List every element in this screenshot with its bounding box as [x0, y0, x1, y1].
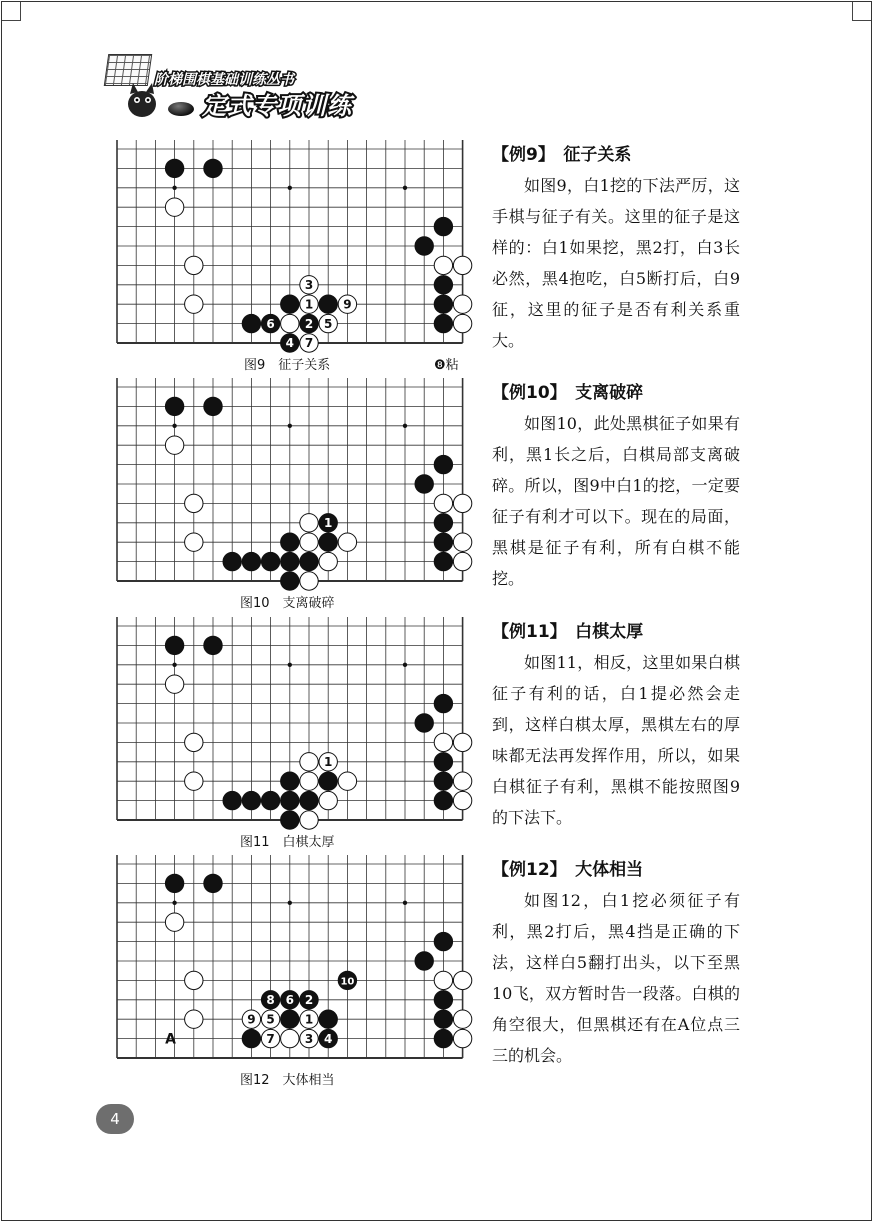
black-stone: [281, 572, 299, 590]
black-stone: [434, 217, 452, 235]
svg-text:1: 1: [324, 516, 333, 530]
black-stone: [319, 1029, 337, 1047]
white-stone: [165, 198, 183, 216]
white-stone: [242, 1010, 260, 1028]
black-stone: [242, 552, 260, 570]
diagram-caption: 图12 大体相当: [240, 1073, 335, 1088]
svg-text:5: 5: [266, 1012, 275, 1027]
black-stone: [415, 714, 433, 732]
black-stone: [300, 552, 318, 570]
black-stone: [434, 694, 452, 712]
black-stone: [319, 514, 337, 532]
svg-text:4: 4: [324, 1031, 333, 1046]
white-stone: [300, 334, 318, 352]
white-stone: [300, 1029, 318, 1047]
page-number: 4: [96, 1104, 134, 1134]
black-stone: [434, 753, 452, 771]
white-stone: [300, 295, 318, 313]
example-body: 如图9，白1挖的下法严厉，这手棋与征子有关。这里的征子是这样的：白1如果挖，黑2打，白3长必然，黑4抱吃，白5断打后，白9征，这里的征子是否有利关系重大。: [492, 176, 740, 350]
black-stone: [281, 533, 299, 551]
white-stone: [185, 772, 203, 790]
black-stone: [223, 791, 241, 809]
black-stone: [434, 295, 452, 313]
white-stone: [338, 295, 356, 313]
star-point: [288, 901, 292, 905]
white-stone: [453, 314, 471, 332]
white-stone: [338, 533, 356, 551]
point-label: A: [165, 1031, 177, 1048]
white-stone: [185, 733, 203, 751]
black-stone: [434, 1029, 452, 1047]
go-board: [0, 617, 480, 827]
example-heading: 【例11】 白棋太厚: [492, 622, 644, 642]
crop-mark: [852, 2, 871, 21]
black-stone: [281, 791, 299, 809]
white-stone: [338, 772, 356, 790]
black-stone: [281, 552, 299, 570]
example-body: 如图10，此处黑棋征子如果有利，黑1长之后，白棋局部支离破碎。所以，图9中白1的挖，一定要征子有利才可以下。现在的局面，黑棋是征子有利，所有白棋不能挖。: [492, 414, 740, 588]
star-point: [172, 186, 176, 190]
white-stone: [434, 494, 452, 512]
diagram-caption: 图11 白棋太厚: [240, 835, 335, 850]
star-point: [172, 663, 176, 667]
white-stone: [165, 436, 183, 454]
diagram-9: [0, 140, 480, 372]
white-stone: [453, 791, 471, 809]
black-stone: [165, 636, 183, 654]
black-stone: [434, 514, 452, 532]
star-point: [288, 663, 292, 667]
black-stone: [165, 874, 183, 892]
book-header: [104, 52, 374, 124]
black-stone: [204, 159, 222, 177]
black-stone: [300, 314, 318, 332]
black-stone: [261, 314, 279, 332]
white-stone: [261, 1010, 279, 1028]
go-board: [0, 378, 480, 588]
white-stone: [453, 295, 471, 313]
star-point: [403, 424, 407, 428]
black-stone: [338, 971, 356, 989]
white-stone: [281, 1029, 299, 1047]
svg-text:1: 1: [324, 755, 333, 769]
black-stone: [242, 314, 260, 332]
diagram-caption: 图10 支离破碎: [240, 596, 335, 611]
white-stone: [453, 971, 471, 989]
black-stone: [434, 276, 452, 294]
example-heading: 【例12】 大体相当: [492, 860, 644, 880]
diagram-note: ❽粘: [434, 358, 459, 373]
star-point: [288, 424, 292, 428]
svg-text:9: 9: [247, 1012, 256, 1027]
black-stone: [434, 932, 452, 950]
example-body: 如图12，白1挖必须征子有利，黑2打后，黑4挡是正确的下法，这样白5翻打出头，以下至黑10飞，双方暂时告一段落。白棋的角空很大，但黑棋还有在A位点三三的机会。: [492, 891, 740, 1065]
black-stone: [204, 397, 222, 415]
go-board: [0, 140, 480, 350]
white-stone: [453, 1010, 471, 1028]
white-stone: [434, 733, 452, 751]
black-stone: [261, 791, 279, 809]
example-body: 如图11，相反，这里如果白棋征子有利的话，白1提必然会走到，这样白棋太厚，黑棋左右的厚味都无法再发挥作用，所以，如果白棋征子有利，黑棋不能按照图9的下法下。: [492, 653, 740, 827]
black-stone: [204, 874, 222, 892]
black-stone: [434, 533, 452, 551]
black-stone: [300, 991, 318, 1009]
svg-text:1: 1: [304, 297, 314, 312]
svg-text:4: 4: [285, 336, 294, 351]
white-stone: [453, 772, 471, 790]
svg-text:3: 3: [304, 1031, 314, 1046]
white-stone: [434, 256, 452, 274]
black-stone: [415, 952, 433, 970]
series-title: 阶梯围棋基础训练丛书: [154, 72, 294, 88]
black-stone: [281, 295, 299, 313]
white-stone: [453, 533, 471, 551]
black-stone: [434, 552, 452, 570]
black-stone: [165, 397, 183, 415]
white-stone: [281, 314, 299, 332]
black-stone: [281, 334, 299, 352]
svg-text:2: 2: [304, 993, 314, 1007]
black-stone: [204, 636, 222, 654]
crop-mark: [2, 2, 21, 21]
white-stone: [300, 276, 318, 294]
white-stone: [319, 753, 337, 771]
star-point: [403, 663, 407, 667]
white-stone: [300, 811, 318, 829]
black-stone: [223, 552, 241, 570]
go-board: [0, 855, 480, 1065]
white-stone: [185, 1010, 203, 1028]
black-stone: [434, 991, 452, 1009]
svg-text:6: 6: [266, 316, 275, 331]
star-point: [172, 424, 176, 428]
white-stone: [185, 971, 203, 989]
black-stone: [261, 991, 279, 1009]
svg-text:5: 5: [324, 316, 333, 331]
svg-text:2: 2: [304, 316, 314, 331]
white-stone: [185, 494, 203, 512]
star-point: [403, 186, 407, 190]
diagram-10: [0, 378, 480, 610]
white-stone: [261, 1029, 279, 1047]
white-stone: [300, 1010, 318, 1028]
svg-text:6: 6: [285, 993, 294, 1007]
white-stone: [300, 772, 318, 790]
white-stone: [434, 971, 452, 989]
svg-text:7: 7: [304, 336, 314, 351]
black-stone: [415, 237, 433, 255]
white-stone: [185, 295, 203, 313]
white-stone: [300, 514, 318, 532]
white-stone: [185, 533, 203, 551]
black-stone: [434, 1010, 452, 1028]
black-stone: [319, 772, 337, 790]
white-stone: [453, 552, 471, 570]
black-stone: [281, 772, 299, 790]
example-heading: 【例9】 征子关系: [492, 145, 632, 165]
black-stone: [434, 314, 452, 332]
white-stone: [453, 733, 471, 751]
black-stone: [434, 772, 452, 790]
white-stone: [300, 572, 318, 590]
black-stone: [242, 1029, 260, 1047]
white-stone: [319, 791, 337, 809]
diagram-caption: 图9 征子关系: [244, 358, 331, 373]
white-stone: [319, 314, 337, 332]
white-stone: [300, 533, 318, 551]
diagram-12: [0, 855, 480, 1087]
black-stone: [165, 159, 183, 177]
star-point: [288, 186, 292, 190]
svg-text:8: 8: [266, 993, 275, 1007]
book-title: 定式专项训练: [202, 92, 352, 120]
white-stone: [319, 552, 337, 570]
svg-text:9: 9: [343, 297, 352, 312]
white-stone: [453, 494, 471, 512]
black-stone: [319, 533, 337, 551]
white-stone: [453, 256, 471, 274]
black-stone: [300, 791, 318, 809]
white-stone: [300, 753, 318, 771]
black-stone: [415, 475, 433, 493]
black-stone: [261, 552, 279, 570]
star-point: [172, 901, 176, 905]
svg-text:10: 10: [340, 976, 355, 988]
black-stone: [319, 1010, 337, 1028]
svg-text:7: 7: [266, 1031, 275, 1046]
svg-text:3: 3: [304, 278, 314, 292]
black-stone: [281, 991, 299, 1009]
svg-text:1: 1: [304, 1012, 314, 1027]
white-stone: [165, 913, 183, 931]
white-stone: [453, 1029, 471, 1047]
star-point: [403, 901, 407, 905]
black-stone: [281, 1010, 299, 1028]
black-stone: [434, 455, 452, 473]
diagram-11: [0, 617, 480, 849]
example-heading: 【例10】 支离破碎: [492, 383, 644, 403]
stone-bowl-icon: [168, 102, 194, 116]
white-stone: [165, 675, 183, 693]
black-stone: [242, 791, 260, 809]
white-stone: [185, 256, 203, 274]
black-stone: [319, 295, 337, 313]
black-stone: [281, 811, 299, 829]
black-stone: [434, 791, 452, 809]
